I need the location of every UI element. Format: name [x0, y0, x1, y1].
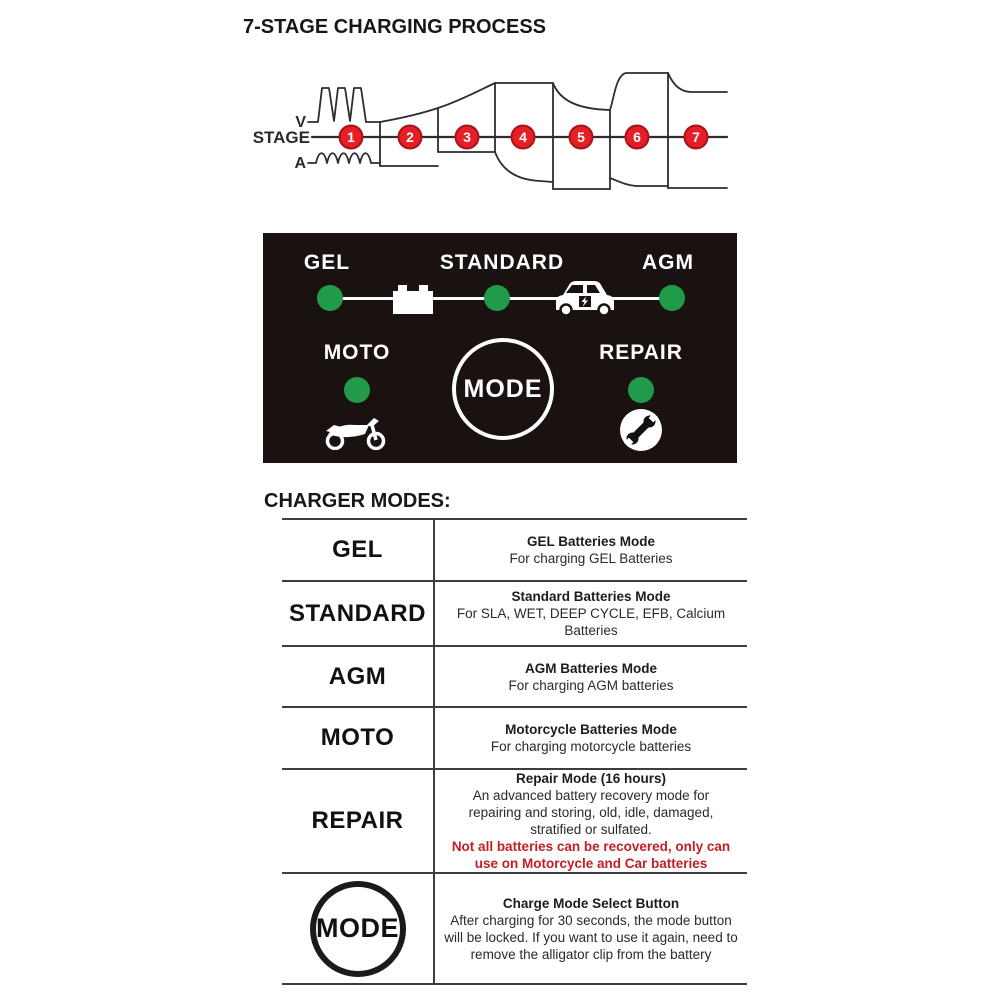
stage-5-marker: 5: [577, 129, 585, 145]
mode-name: AGM: [328, 662, 387, 690]
mode-warning: Not all batteries can be recovered, only can use on Motorcycle and Car batteries: [451, 839, 731, 871]
stage-axis-label: STAGE: [252, 128, 310, 147]
moto-mode-label: MOTO: [323, 341, 391, 364]
mode-description: For SLA, WET, DEEP CYCLE, EFB, Calcium Batteries: [456, 606, 726, 638]
current-curve: [308, 152, 727, 189]
table-row-agm: [282, 645, 747, 706]
moto-led: [344, 377, 370, 403]
stage-7-marker: 7: [692, 129, 700, 145]
table-row-mode-button: [282, 872, 747, 985]
charger-modes-heading: CHARGER MODES:: [264, 490, 451, 512]
mode-title: GEL Batteries Mode: [526, 534, 656, 549]
charger-control-panel: [263, 233, 737, 463]
gel-led: [317, 285, 343, 311]
mode-button-icon: MODE: [310, 881, 406, 977]
mode-button: MODE: [452, 338, 554, 440]
standard-mode-label: STANDARD: [439, 251, 565, 274]
mode-title: AGM Batteries Mode: [524, 660, 658, 676]
stage-4-marker: 4: [519, 129, 527, 145]
gel-mode-label: GEL: [303, 251, 351, 274]
agm-mode-label: AGM: [642, 251, 694, 274]
voltage-curve: [308, 73, 727, 122]
page-title: 7-STAGE CHARGING PROCESS: [243, 16, 546, 38]
battery-icon: [391, 281, 435, 315]
mode-description: For charging GEL Batteries: [509, 551, 673, 566]
a-axis-label: A: [294, 155, 306, 172]
mode-name: STANDARD: [289, 599, 426, 627]
wrench-icon: [619, 408, 663, 452]
charger-modes-table: [282, 518, 747, 985]
repair-mode-label: REPAIR: [599, 341, 683, 364]
standard-led: [484, 285, 510, 311]
car-icon: [553, 277, 617, 319]
v-axis-label: V: [295, 114, 306, 131]
stage-3-marker: 3: [463, 129, 471, 145]
stage-2-marker: 2: [406, 129, 414, 145]
table-row-repair: [282, 768, 747, 872]
motorcycle-icon: [324, 414, 388, 450]
mode-name: REPAIR: [311, 807, 404, 834]
mode-title: Motorcycle Batteries Mode: [505, 722, 677, 737]
stage-6-marker: 6: [633, 129, 641, 145]
mode-description: After charging for 30 seconds, the mode button will be locked. If you want to use it again, need to remove the alligator clip from the battery: [444, 912, 738, 962]
stage-1-marker: 1: [347, 129, 355, 145]
mode-title: Standard Batteries Mode: [511, 589, 671, 604]
mode-description: An advanced battery recovery mode for repairing and storing, old, idle, damaged, stratified or sulfated.: [468, 788, 714, 837]
repair-led: [628, 377, 654, 403]
mode-description: For charging AGM batteries: [508, 677, 674, 693]
mode-name: MOTO: [320, 724, 395, 751]
mode-title: Charge Mode Select Button: [502, 895, 680, 911]
agm-led: [659, 285, 685, 311]
mode-description: For charging motorcycle batteries: [490, 739, 692, 754]
table-row-standard: [282, 580, 747, 645]
table-row-gel: [282, 518, 747, 580]
mode-name: GEL: [332, 536, 383, 563]
charging-stage-diagram: [230, 60, 750, 210]
mode-title: Repair Mode (16 hours): [515, 771, 667, 786]
table-row-moto: [282, 706, 747, 768]
